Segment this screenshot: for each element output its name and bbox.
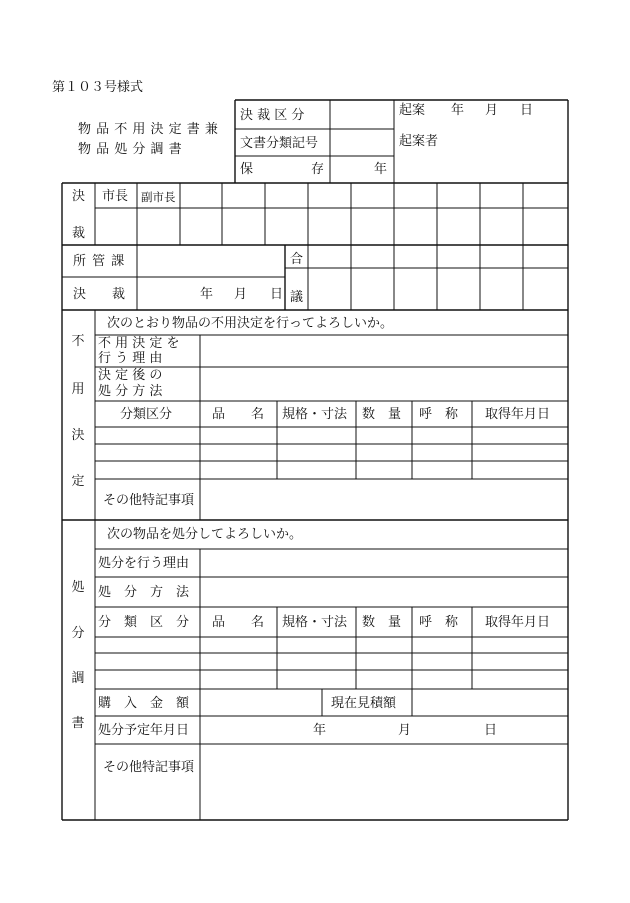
scheduled-month: 月	[398, 723, 412, 738]
scheduled-day: 日	[484, 723, 498, 738]
current-estimate-label: 現在見積額	[331, 696, 397, 711]
report-side-2: 分	[71, 626, 85, 641]
report-other-label: その他特記事項	[103, 760, 195, 775]
retention-label-2: 存	[311, 162, 325, 177]
decision-other-label: その他特記事項	[103, 493, 195, 508]
approval-label-2: 裁	[72, 226, 86, 241]
approval-label-1: 決	[72, 189, 86, 204]
decision-col-acquired: 取得年月日	[485, 407, 551, 422]
council-label-1: 合	[290, 252, 304, 267]
scheduled-date-label: 処分予定年月日	[98, 723, 190, 738]
form-title-line1: 物 品 不 用 決 定 書 兼	[78, 122, 219, 137]
dept-decision-label: 決	[73, 287, 87, 302]
report-side-3: 調	[71, 671, 85, 686]
report-side-4: 書	[71, 716, 85, 731]
drafted-label: 起案	[399, 103, 426, 118]
decision-reason-2: 行 う 理 由	[98, 351, 163, 366]
decision-side-2: 用	[71, 382, 85, 397]
report-reason-label: 処分を行う理由	[98, 556, 190, 571]
decision-method-1: 決 定 後 の	[98, 368, 163, 383]
decision-intro: 次のとおり物品の不用決定を行ってよろしいか。	[107, 316, 394, 331]
dept-decision-label-2: 裁	[112, 287, 126, 302]
report-col-acquired: 取得年月日	[485, 615, 551, 630]
decision-method-2: 処 分 方 法	[98, 384, 163, 399]
report-intro: 次の物品を処分してよろしいか。	[107, 527, 303, 542]
dept-year: 年	[200, 287, 214, 302]
drafted-day: 日	[520, 103, 534, 118]
vice-mayor-label: 副市長	[141, 190, 176, 204]
form-title-line2: 物 品 処 分 調 書	[78, 142, 183, 157]
retention-label: 保	[240, 162, 254, 177]
report-col-name: 品 名	[212, 615, 265, 630]
decision-col-spec: 規格・寸法	[282, 407, 348, 422]
retention-year: 年	[374, 162, 388, 177]
council-label-2: 議	[290, 290, 304, 305]
decision-col-unit: 呼 称	[419, 407, 459, 422]
section-label: 所 管 課	[73, 254, 126, 269]
decision-col-qty: 数 量	[362, 407, 402, 422]
drafted-month: 月	[485, 103, 499, 118]
dept-month: 月	[234, 287, 248, 302]
decision-side-1: 不	[71, 334, 85, 349]
report-col-category: 分 類 区 分	[98, 615, 190, 630]
scheduled-year: 年	[313, 723, 327, 738]
report-side-1: 処	[71, 580, 85, 595]
decision-side-4: 定	[71, 474, 85, 489]
decision-side-3: 決	[71, 428, 85, 443]
dept-day: 日	[270, 287, 284, 302]
decision-col-category: 分類区分	[120, 407, 173, 422]
decision-reason-1: 不 用 決 定 を	[98, 336, 180, 351]
drafted-year: 年	[451, 103, 465, 118]
report-method-label: 処 分 方 法	[98, 585, 190, 600]
purchase-amount-label: 購 入 金 額	[98, 696, 190, 711]
decision-class-label: 決 裁 区 分	[240, 108, 305, 123]
report-col-spec: 規格・寸法	[282, 615, 348, 630]
doc-code-label: 文書分類記号	[240, 136, 319, 151]
mayor-label: 市長	[102, 189, 129, 204]
decision-col-name: 品 名	[212, 407, 265, 422]
report-col-unit: 呼 称	[419, 615, 459, 630]
drafter-label: 起案者	[399, 134, 439, 149]
report-col-qty: 数 量	[362, 615, 402, 630]
form-number: 第１０３号様式	[52, 80, 144, 95]
